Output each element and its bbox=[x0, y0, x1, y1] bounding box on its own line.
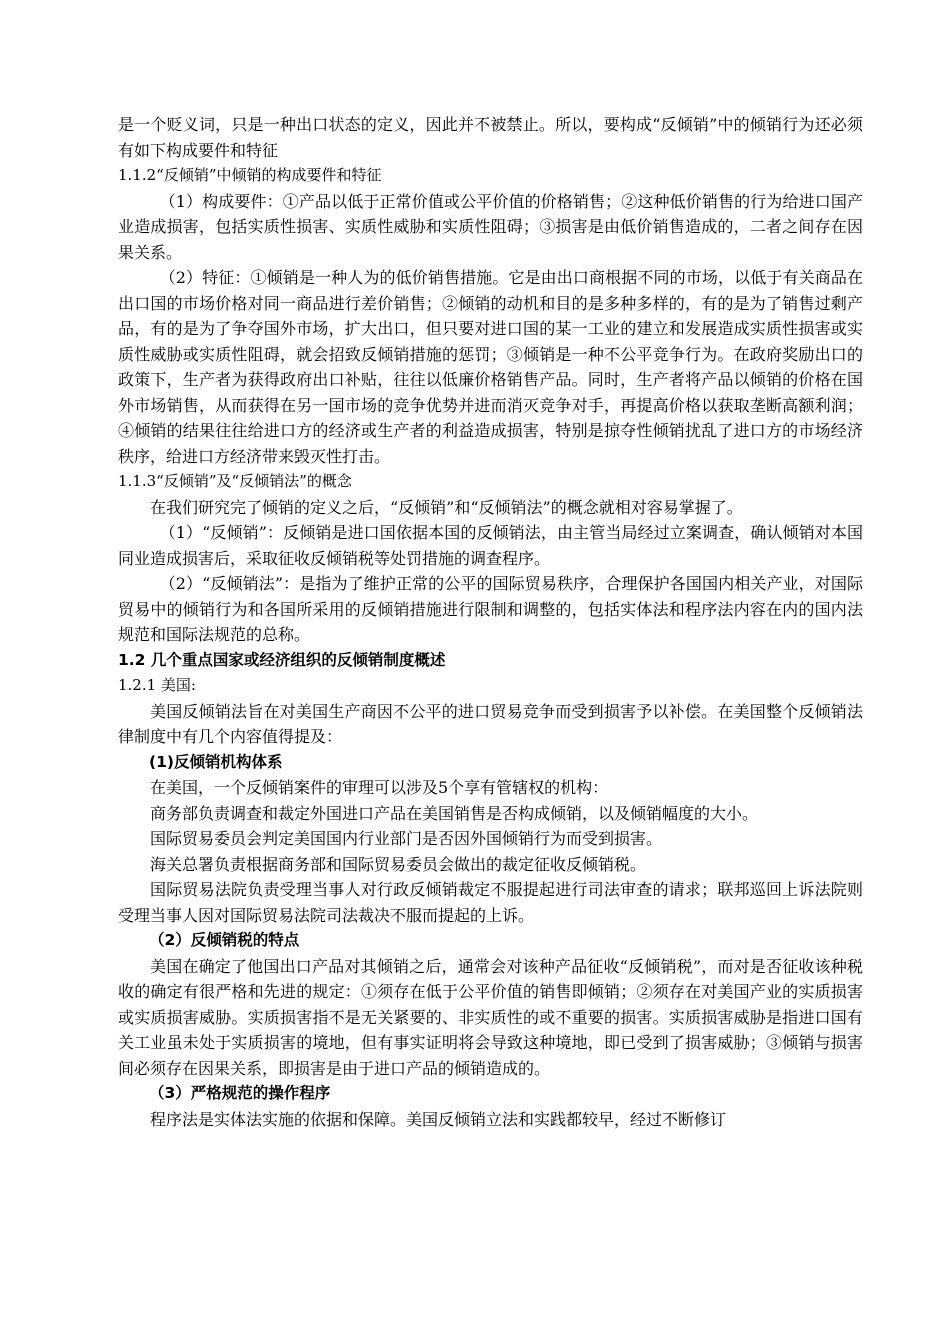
section-heading-1-1-3: 1.1.3“反倾销”及“反倾销法”的概念 bbox=[118, 472, 352, 490]
paragraph-us-intro: 美国反倾销法旨在对美国生产商因不公平的进口贸易竞争而受到损害予以补偿。在美国整个反倾销法律制度中有几个内容值得提及： bbox=[118, 701, 863, 746]
document-page bbox=[118, 112, 863, 1132]
paragraph-itc: 国际贸易委员会判定美国国内行业部门是否因外国倾销行为而受到损害。 bbox=[150, 829, 663, 848]
paragraph-antidumping-law-definition: （2）“反倾销法”：是指为了维护正常的公平的国际贸易秩序，合理保护各国国内相关产业，对国际贸易中的倾销行为和各国所采用的反倾销措施进行限制和调整的，包括实体法和程序法内容在内的国内法规范和国际法规范的总称。 bbox=[118, 574, 863, 644]
paragraph-courts: 国际贸易法院负责受理当事人对行政反倾销裁定不服提起进行司法审查的请求；联邦巡回上诉法院则受理当事人因对国际贸易法院司法裁决不服而提起的上诉。 bbox=[118, 880, 863, 925]
paragraph-intro-concepts: 在我们研究完了倾销的定义之后，“反倾销”和“反倾销法”的概念就相对容易掌握了。 bbox=[150, 497, 743, 517]
paragraph-procedural-law: 程序法是实体法实施的依据和保障。美国反倾销立法和实践都较早，经过不断修订 bbox=[150, 1109, 727, 1129]
paragraph-antidumping-definition: （1）“反倾销”：反倾销是进口国依据本国的反倾销法，由主管当局经过立案调查，确认倾销对本国同业造成损害后，采取征收反倾销税等处罚措施的调查程序。 bbox=[118, 523, 863, 568]
paragraph-commerce-department: 商务部负责调查和裁定外国进口产品在美国销售是否构成倾销，以及倾销幅度的大小。 bbox=[150, 803, 759, 823]
paragraph-customs: 海关总署负责根据商务部和国际贸易委员会做出的裁定征收反倾销税。 bbox=[150, 854, 647, 874]
paragraph-five-agencies: 在美国，一个反倾销案件的审理可以涉及5个享有管辖权的机构： bbox=[150, 778, 609, 797]
paragraph-features: （2）特征：①倾销是一种人为的低价销售措施。它是由出口商根据不同的市场，以低于有关商品在出口国的市场价格对同一商品进行差价销售；②倾销的动机和目的是多种多样的，有的是为了销售过剩产品，有的是为了争夺国外市场，扩大出口，但只要对进口国的某一工业的建立和发展造成实质性损害或实质性威胁或实质性阻碍，就会招致反倾销措施的惩罚；③倾销是一种不公平竞争行为。在政府奖励出口的政策下，生产者为获得政府出口补贴，往往以低廉价格销售产品。同时，生产者将产品以倾销的价格在国外市场销售，从而获得在另一国市场的竞争优势并进而消灭竞争对手，再提高价格以获取垄断高额利润；④倾销的结果往往给进口方的经济或生产者的利益造成损害，特别是掠夺性倾销扰乱了进口方的市场经济秩序，给进口方经济带来毁灭性打击。 bbox=[118, 268, 863, 466]
subheading-duty-features: （2）反倾销税的特点 bbox=[149, 931, 300, 949]
section-heading-1-2: 1.2 几个重点国家或经济组织的反倾销制度概述 bbox=[118, 650, 446, 669]
section-heading-1-1-2: 1.1.2“反倾销”中倾销的构成要件和特征 bbox=[118, 166, 382, 184]
paragraph-elements: （1）构成要件：①产品以低于正常价值或公平价值的价格销售；②这种低价销售的行为给进口国产业造成损害，包括实质性损害、实质性威胁和实质性阻碍；③损害是由低价销售造成的，二者之间存在因果关系。 bbox=[118, 191, 863, 262]
paragraph-continuation: 是一个贬义词，只是一种出口状态的定义，因此并不被禁止。所以，要构成“反倾销”中的倾销行为还必须有如下构成要件和特征 bbox=[118, 115, 863, 160]
section-heading-1-2-1: 1.2.1 美国: bbox=[118, 676, 196, 694]
paragraph-duty-rules: 美国在确定了他国出口产品对其倾销之后，通常会对该种产品征收“反倾销税”，而对是否征收该种税收的确定有很严格和先进的规定：①须存在低于公平价值的销售即倾销；②须存在对美国产业的实质损害或实质损害威胁。实质损害指不是无关紧要的、非实质性的或不重要的损害。实质损害威胁是指进口国有关工业虽未处于实质损害的境地，但有事实证明将会导致这种境地，即已受到了损害威胁；③倾销与损害间必须存在因果关系，即损害是由于进口产品的倾销造成的。 bbox=[118, 956, 863, 1078]
subheading-procedures: （3）严格规范的操作程序 bbox=[149, 1084, 331, 1102]
subheading-agency-system: (1)反倾销机构体系 bbox=[149, 752, 283, 771]
